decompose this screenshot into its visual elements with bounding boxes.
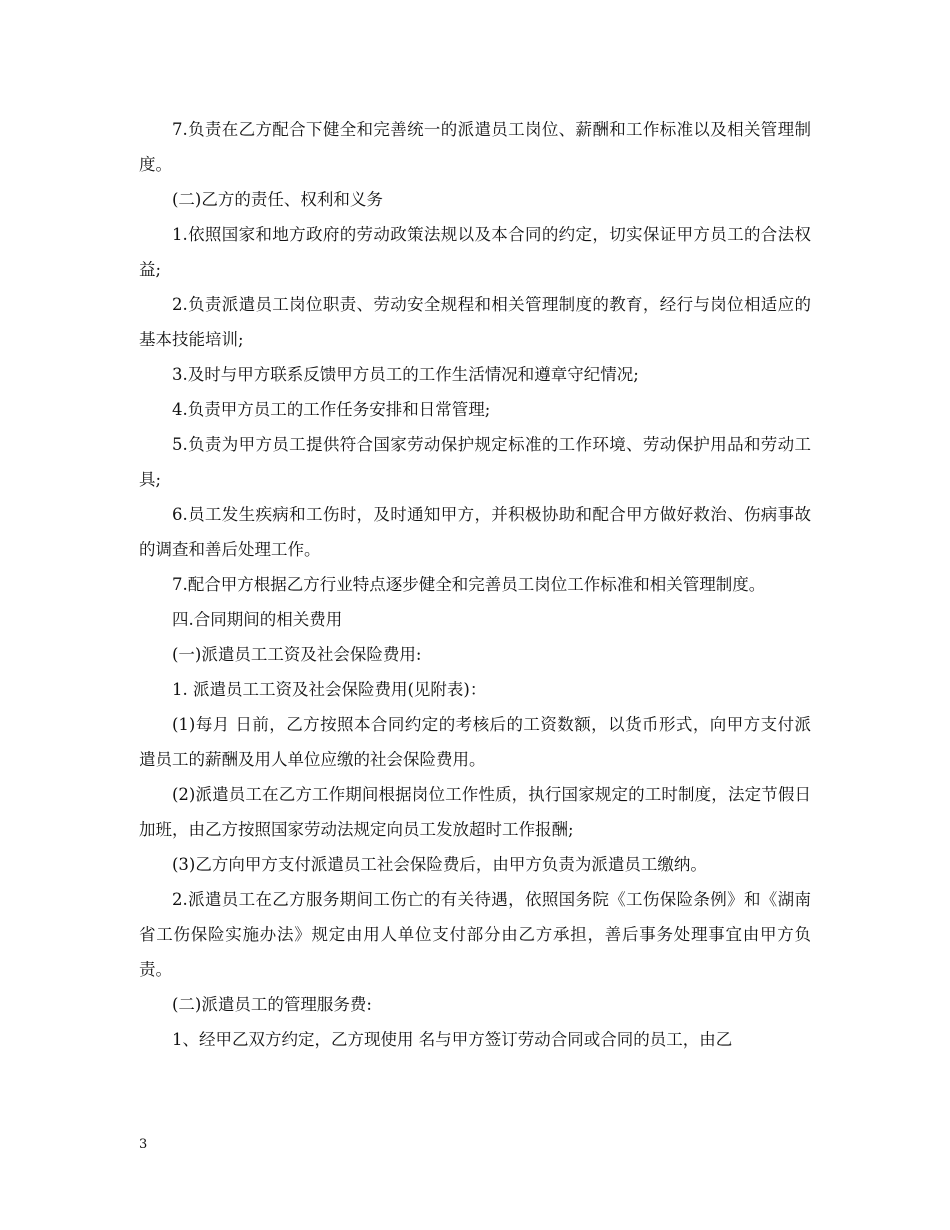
section-heading-fees: 四.合同期间的相关费用 (172, 610, 343, 629)
paragraph-clause-7-party-a: 7.负责在乙方配合下健全和完善统一的派遣员工岗位、薪酬和工作标准以及相关管理制度。 (139, 120, 811, 174)
paragraph-service-fee-1: 1、经甲乙双方约定，乙方现使用 名与甲方签订劳动合同或合同的员工，由乙 (172, 1030, 733, 1049)
document-body (139, 112, 811, 1057)
paragraph-injury-benefits: 2.派遣员工在乙方服务期间工伤亡的有关待遇，依照国务院《工伤保险条例》和《湖南省工伤保险实施办法》规定由用人单位支付部分由乙方承担，善后事务处理事宜由甲方负责。 (139, 890, 811, 979)
subsection-heading-wages: (一)派遣员工工资及社会保险费用: (172, 645, 422, 664)
paragraph-clause-6: 6.员工发生疾病和工伤时，及时通知甲方，并积极协助和配合甲方做好救治、伤病事故的调查和善后处理工作。 (139, 505, 811, 559)
paragraph-clause-5: 5.负责为甲方员工提供符合国家劳动保护规定标准的工作环境、劳动保护用品和劳动工具; (139, 435, 811, 489)
paragraph-wages-sub-3: (3)乙方向甲方支付派遣员工社会保险费后，由甲方负责为派遣员工缴纳。 (172, 855, 707, 874)
paragraph-clause-7-party-b: 7.配合甲方根据乙方行业特点逐步健全和完善员工岗位工作标准和相关管理制度。 (172, 575, 766, 594)
paragraph-wages-sub-1: (1)每月 日前，乙方按照本合同约定的考核后的工资数额，以货币形式，向甲方支付派遣员工的薪酬及用人单位应缴的社会保险费用。 (139, 715, 811, 769)
subsection-heading-service-fee: (二)派遣员工的管理服务费: (172, 995, 372, 1014)
page-number: 3 (139, 1137, 148, 1152)
paragraph-clause-3: 3.及时与甲方联系反馈甲方员工的工作生活情况和遵章守纪情况; (172, 365, 639, 384)
paragraph-clause-4: 4.负责甲方员工的工作任务安排和日常管理; (172, 400, 491, 419)
paragraph-wages-sub-2: (2)派遣员工在乙方工作期间根据岗位工作性质，执行国家规定的工时制度，法定节假日加班，由乙方按照国家劳动法规定向员工发放超时工作报酬; (139, 785, 811, 839)
paragraph-clause-2: 2.负责派遣员工岗位职责、劳动安全规程和相关管理制度的教育，经行与岗位相适应的基本技能培训; (139, 295, 811, 349)
paragraph-clause-1: 1.依照国家和地方政府的劳动政策法规以及本合同的约定，切实保证甲方员工的合法权益; (139, 225, 811, 279)
section-heading-party-b-duties: (二)乙方的责任、权利和义务 (172, 190, 383, 209)
paragraph-wages-item-1: 1. 派遣员工工资及社会保险费用(见附表)： (172, 680, 487, 699)
